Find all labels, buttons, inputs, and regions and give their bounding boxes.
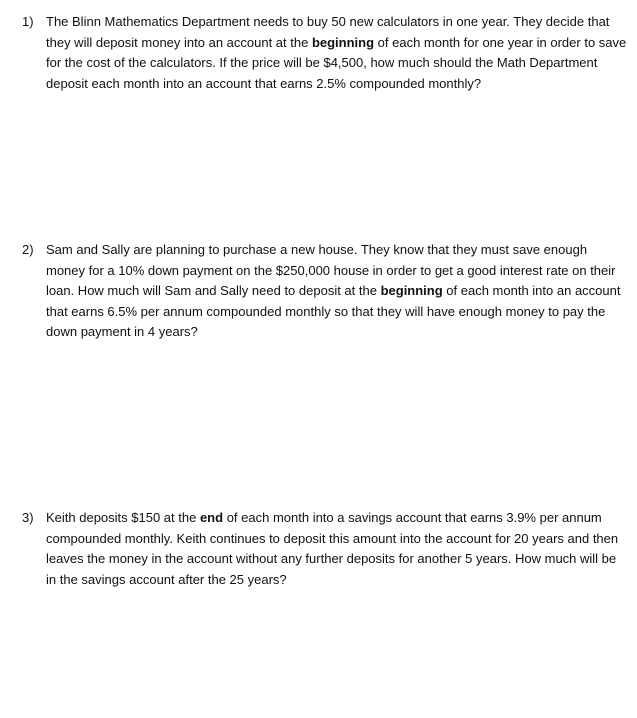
problem-2-number: 2) xyxy=(22,242,34,257)
problem-2 xyxy=(22,240,627,343)
problem-1-text xyxy=(46,12,627,94)
problem-3-emphasis: end xyxy=(199,510,224,525)
problem-1-emphasis: beginning xyxy=(311,34,375,50)
problem-1-text-part-2: of each month for one year in order to save for the cost of the calculators. If the price will be $4,500, how much should the Math Department deposit each month into an account that earns 2.5% compounded monthly? xyxy=(46,34,627,91)
problem-3-number: 3) xyxy=(22,510,34,525)
problem-1-number: 1) xyxy=(22,14,34,29)
problem-3-text-part-2: of each month into a savings account that earns 3.9% per annum compounded monthly. Keith continues to deposit this amount into the account for 20 years and then leaves the money in the account without any further deposits for another 5 years. How much will be in the savings account after the 25 years? xyxy=(46,510,619,587)
problem-3 xyxy=(22,508,627,590)
problem-3-text-part-1: Keith deposits $150 at the xyxy=(46,510,200,525)
problem-3-text xyxy=(46,508,627,590)
problem-1 xyxy=(22,12,627,94)
problem-2-text-part-2: of each month into an account that earns 6.5% per annum compounded monthly so that they will have enough money to pay the down payment in 4 years? xyxy=(46,283,621,339)
problem-2-text xyxy=(46,240,627,343)
problem-2-text-part-1: Sam and Sally are planning to purchase a new house. They know that they must save enough money for a 10% down payment on the $250,000 house in order to get a good interest rate on their loan. How much will Sam and Sally need to deposit at the xyxy=(46,242,616,298)
problem-1-text-part-1: The Blinn Mathematics Department needs to buy 50 new calculators in one year. They decide that they will deposit money into an account at the xyxy=(46,14,610,50)
problem-2-emphasis: beginning xyxy=(380,283,443,298)
